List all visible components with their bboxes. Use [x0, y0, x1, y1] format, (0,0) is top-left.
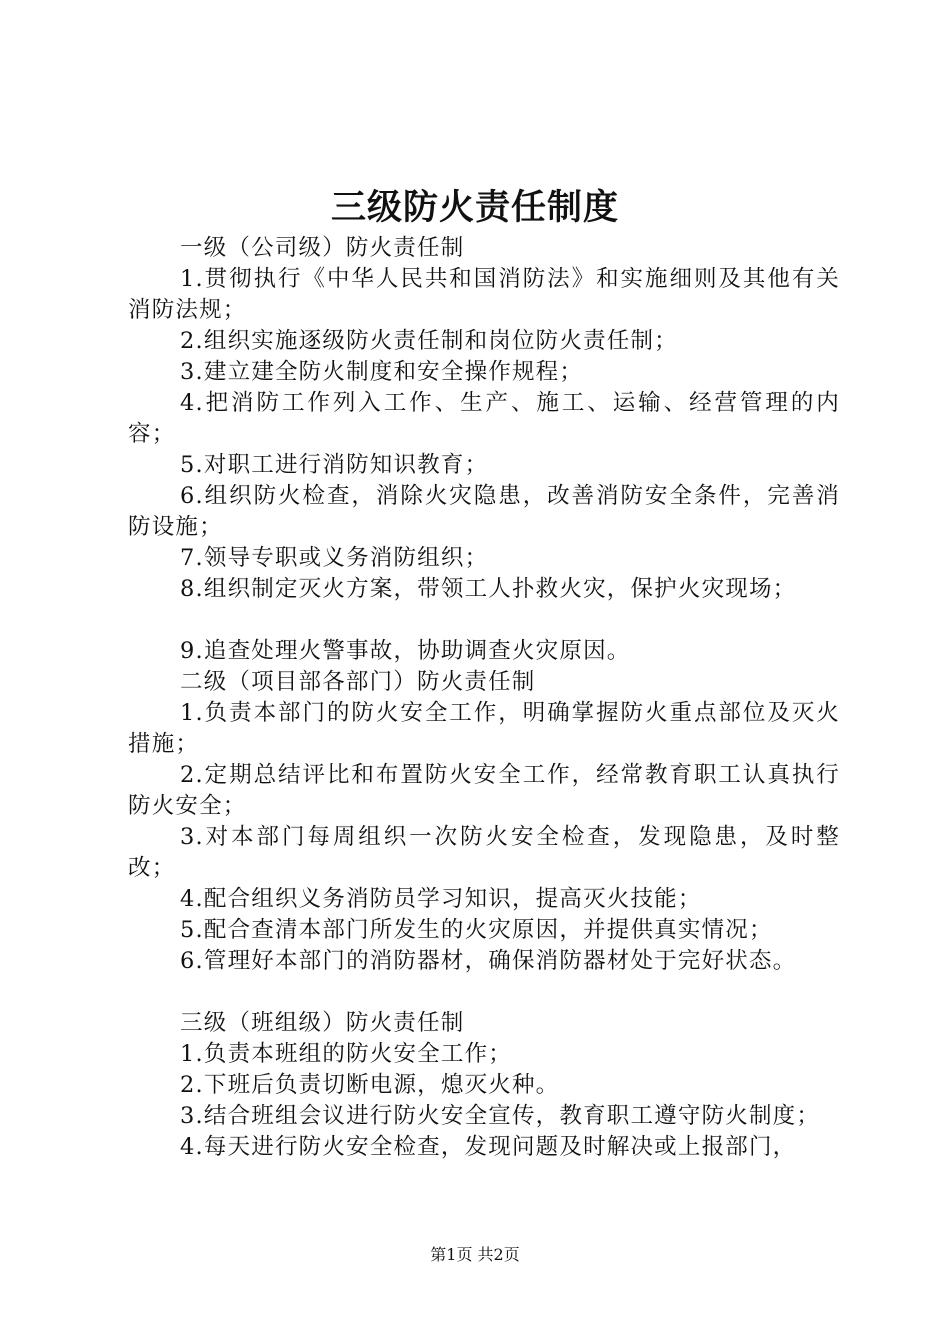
- list-item: 4.把消防工作列入工作、生产、施工、运输、经营管理的内容；: [128, 390, 840, 447]
- section-heading-level-1: 一级（公司级）防火责任制: [180, 235, 465, 261]
- list-item: 7.领导专职或义务消防组织；: [180, 545, 489, 571]
- document-title: 三级防火责任制度: [330, 187, 619, 228]
- list-item: 4.每天进行防火安全检查，发现问题及时解决或上报部门，: [180, 1134, 797, 1160]
- list-item: 3.建立建全防火制度和安全操作规程；: [180, 359, 584, 385]
- section-heading-level-3: 三级（班组级）防火责任制: [180, 1010, 465, 1036]
- list-item: 6.组织防火检查，消除火灾隐患，改善消防安全条件，完善消防设施；: [128, 483, 840, 540]
- list-item: 5.配合查清本部门所发生的火灾原因，并提供真实情况；: [180, 917, 773, 943]
- list-item: 1.负责本班组的防火安全工作；: [180, 1041, 512, 1067]
- section-heading-level-2: 二级（项目部各部门）防火责任制: [180, 669, 536, 695]
- document-body: [128, 233, 840, 1163]
- list-item: 2.下班后负责切断电源，熄灭火种。: [180, 1072, 560, 1098]
- list-item: 5.对职工进行消防知识教育；: [180, 452, 489, 478]
- list-item: 3.结合班组会议进行防火安全宣传，教育职工遵守防火制度；: [180, 1103, 821, 1129]
- list-item: 6.管理好本部门的消防器材，确保消防器材处于完好状态。: [180, 948, 797, 974]
- blank-line: [128, 605, 840, 636]
- list-item: 2.定期总结评比和布置防火安全工作，经常教育职工认真执行防火安全；: [128, 762, 840, 819]
- list-item: 3.对本部门每周组织一次防火安全检查，发现隐患，及时整改；: [128, 824, 840, 881]
- list-item: 8.组织制定灭火方案，带领工人扑救火灾，保护火灾现场；: [180, 576, 797, 602]
- list-item: 1.负责本部门的防火安全工作，明确掌握防火重点部位及灭火措施；: [128, 700, 840, 757]
- list-item: 2.组织实施逐级防火责任制和岗位防火责任制；: [180, 328, 678, 354]
- list-item: 1.贯彻执行《中华人民共和国消防法》和实施细则及其他有关消防法规；: [128, 266, 840, 323]
- page-footer: 第1页 共2页: [430, 1245, 520, 1264]
- list-item: 9.追查处理火警事故，协助调查火灾原因。: [180, 638, 631, 664]
- list-item: 4.配合组织义务消防员学习知识，提高灭火技能；: [180, 886, 702, 912]
- blank-line: [128, 977, 840, 1008]
